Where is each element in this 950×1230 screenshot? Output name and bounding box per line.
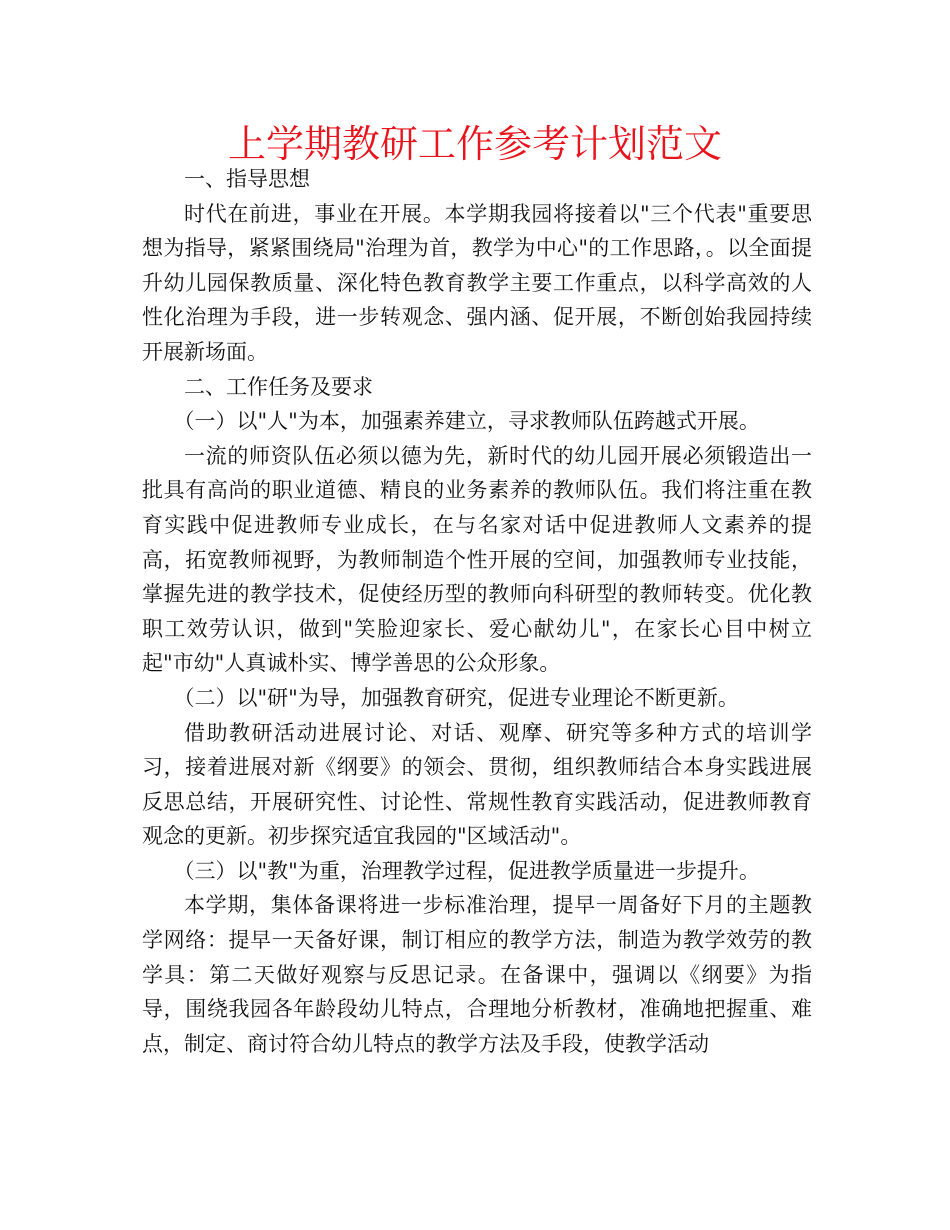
document-body	[142, 162, 812, 1061]
document-title: 上学期教研工作参考计划范文	[227, 122, 722, 166]
subsection-heading-2: （二）以"研"为导，加强教育研究，促进专业理论不断更新。	[173, 685, 739, 710]
section-heading-1: 一、指导思想	[184, 167, 310, 191]
body-paragraph: 借助教研活动进展讨论、对话、观摩、研究等多种方式的培训学习，接着进展对新《纲要》的领会、贯彻，组织教师结合本身实践进展反思总结，开展研究性、讨论性、常规性教育实践活动，促进教师教育观念的更新。初步探究适宜我园的"区域活动"。	[142, 720, 812, 849]
section-heading-2: 二、工作任务及要求	[184, 374, 373, 399]
subsection-heading-3: （三）以"教"为重，治理教学过程，促进教学质量进一步提升。	[173, 858, 760, 883]
body-paragraph: 本学期，集体备课将进一步标准治理，提早一周备好下月的主题教学网络：提早一天备好课，制订相应的教学方法，制造为教学效劳的教学具：第二天做好观察与反思记录。在备课中，强调以《纲要》为指导，围绕我园各年龄段幼儿特点，合理地分析教材，准确地把握重、难点，制定、商讨符合幼儿特点的教学方法及手段，使教学活动	[142, 893, 812, 1056]
body-paragraph: 一流的师资队伍必须以德为先，新时代的幼儿园开展必须锻造出一批具有高尚的职业道德、精良的业务素养的教师队伍。我们将注重在教育实践中促进教师专业成长，在与名家对话中促进教师人文素养的提高，拓宽教师视野，为教师制造个性开展的空间，加强教师专业技能，掌握先进的教学技术，促使经历型的教师向科研型的教师转变。优化教职工效劳认识，做到"笑脸迎家长、爱心献幼儿"，在家长心目中树立起"市幼"人真诚朴实、博学善思的公众形象。	[142, 443, 812, 676]
subsection-heading-1: （一）以"人"为本，加强素养建立，寻求教师队伍跨越式开展。	[173, 409, 760, 434]
body-paragraph: 时代在前进，事业在开展。本学期我园将接着以"三个代表"重要思想为指导，紧紧围绕局"治理为首，教学为中心"的工作思路，。以全面提升幼儿园保教质量、深化特色教育教学主要工作重点，以科学高效的人性化治理为手段，进一步转观念、强内涵、促开展，不断创始我园持续开展新场面。	[142, 201, 812, 364]
